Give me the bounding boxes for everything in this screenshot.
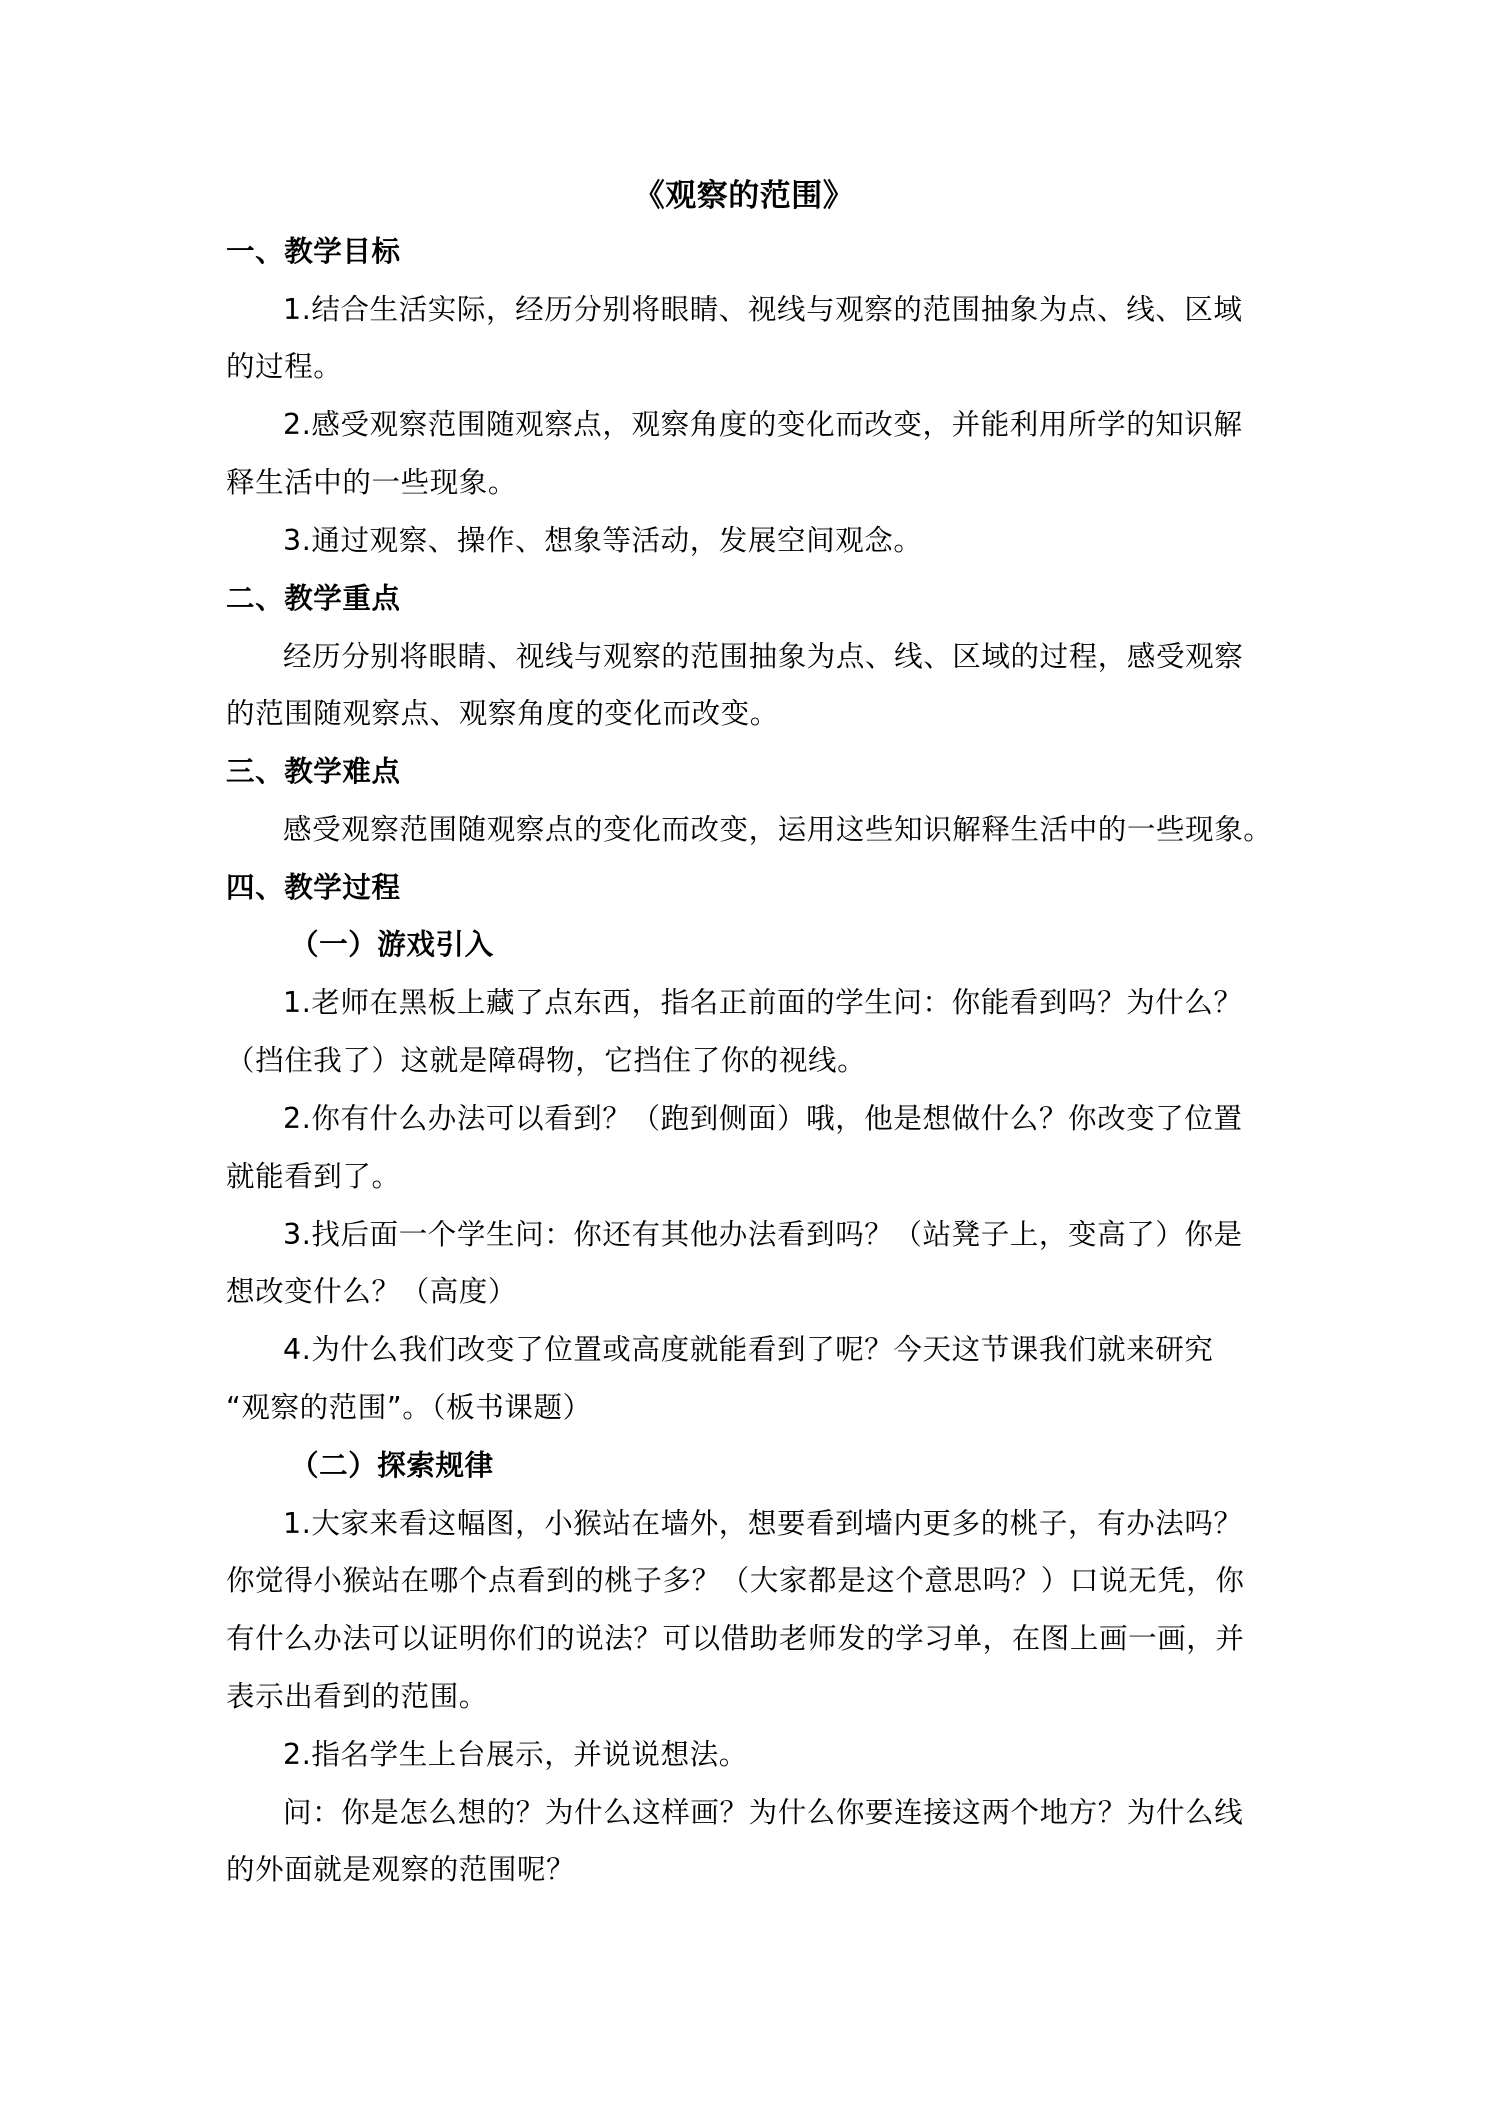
section-heading-difficulties: 三、教学难点 — [226, 755, 401, 788]
paragraph-line: 问：你是怎么想的？为什么这样画？为什么你要连接这两个地方？为什么线 — [283, 1796, 1244, 1829]
paragraph-line: 2.指名学生上台展示，并说说想法。 — [283, 1738, 748, 1771]
paragraph-line: 2.你有什么办法可以看到？（跑到侧面）哦，他是想做什么？你改变了位置 — [283, 1102, 1243, 1135]
subsection-heading-game-intro: （一）游戏引入 — [290, 928, 494, 961]
paragraph-line: 有什么办法可以证明你们的说法？可以借助老师发的学习单，在图上画一画，并 — [226, 1622, 1245, 1655]
paragraph-line: 3.找后面一个学生问：你还有其他办法看到吗？（站凳子上，变高了）你是 — [283, 1218, 1243, 1251]
section-heading-key-points: 二、教学重点 — [226, 582, 401, 615]
document-title: 《观察的范围》 — [633, 178, 855, 214]
paragraph-line: 3.通过观察、操作、想象等活动，发展空间观念。 — [283, 524, 923, 557]
paragraph-line: 的范围随观察点、观察角度的变化而改变。 — [226, 697, 779, 730]
section-heading-process: 四、教学过程 — [226, 871, 401, 904]
paragraph-line: 感受观察范围随观察点的变化而改变，运用这些知识解释生活中的一些现象。 — [283, 813, 1273, 846]
paragraph-line: “观察的范围”。（板书课题） — [226, 1391, 592, 1424]
paragraph-line: 2.感受观察范围随观察点，观察角度的变化而改变，并能利用所学的知识解 — [283, 408, 1243, 441]
paragraph-line: 1.老师在黑板上藏了点东西，指名正前面的学生问：你能看到吗？为什么？ — [283, 986, 1243, 1019]
paragraph-line: 就能看到了。 — [226, 1160, 401, 1193]
paragraph-line: 1.结合生活实际，经历分别将眼睛、视线与观察的范围抽象为点、线、区域 — [283, 293, 1243, 326]
paragraph-line: 释生活中的一些现象。 — [226, 466, 518, 499]
paragraph-line: （挡住我了）这就是障碍物，它挡住了你的视线。 — [226, 1044, 867, 1077]
paragraph-line: 经历分别将眼睛、视线与观察的范围抽象为点、线、区域的过程，感受观察 — [283, 640, 1244, 673]
paragraph-line: 表示出看到的范围。 — [226, 1680, 488, 1713]
section-heading-objectives: 一、教学目标 — [226, 235, 401, 268]
paragraph-line: 你觉得小猴站在哪个点看到的桃子多？（大家都是这个意思吗？）口说无凭，你 — [226, 1564, 1245, 1597]
subsection-heading-explore: （二）探索规律 — [290, 1449, 494, 1482]
paragraph-line: 的外面就是观察的范围呢？ — [226, 1853, 576, 1886]
paragraph-line: 1.大家来看这幅图，小猴站在墙外，想要看到墙内更多的桃子，有办法吗？ — [283, 1507, 1243, 1540]
paragraph-line: 4.为什么我们改变了位置或高度就能看到了呢？今天这节课我们就来研究 — [283, 1333, 1214, 1366]
paragraph-line: 的过程。 — [226, 350, 343, 383]
paragraph-line: 想改变什么？（高度） — [226, 1275, 518, 1308]
